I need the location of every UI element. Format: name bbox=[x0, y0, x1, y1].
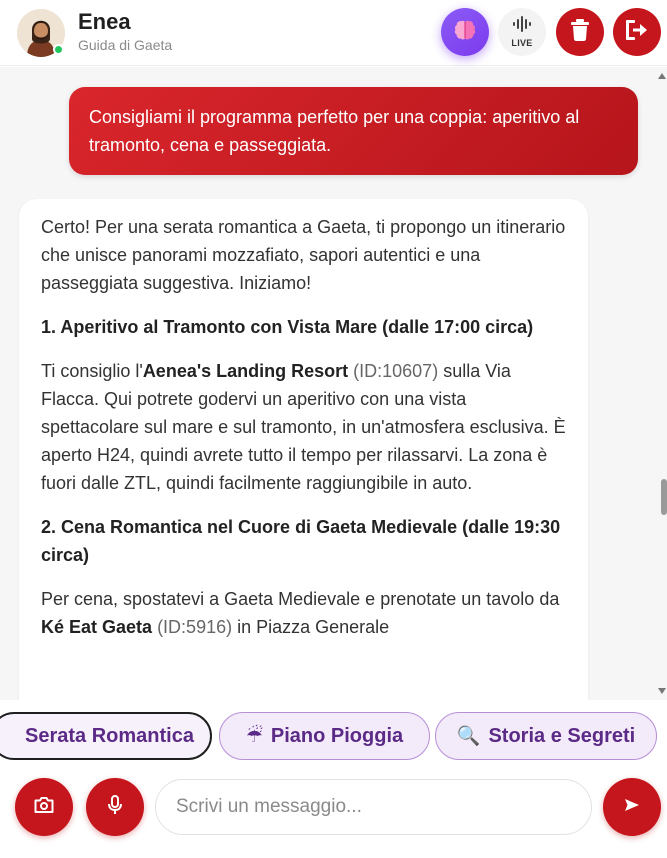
live-audio-icon bbox=[512, 16, 532, 37]
section-2-text-post: in Piazza Generale bbox=[232, 617, 390, 637]
clear-chat-button[interactable] bbox=[556, 8, 604, 56]
chip-label: Storia e Segreti bbox=[488, 724, 636, 747]
section-1-body bbox=[41, 357, 566, 497]
microphone-icon bbox=[108, 795, 122, 820]
agent-name: Enea bbox=[78, 9, 131, 34]
place-id-aenea: (ID:10607) bbox=[348, 361, 439, 381]
section-2-text-pre: Per cena, spostatevi a Gaeta Medievale e prenotate un tavolo da bbox=[41, 589, 560, 609]
trash-icon bbox=[571, 19, 589, 46]
chip-label: Serata Romantica bbox=[25, 724, 194, 747]
agent-subtitle: Guida di Gaeta bbox=[78, 37, 173, 53]
scroll-up-arrow-icon[interactable] bbox=[658, 73, 666, 79]
camera-icon bbox=[34, 797, 54, 818]
send-icon bbox=[624, 798, 640, 817]
section-1-text-post: sulla Via Flacca. Qui potrete godervi un aperitivo con una vista spettacolare sul mare e sul tramonto, in un'atmosfera esclusiva. È aperto H24, quindi avrete tutto il tempo per rilassarvi. La zona è fuori dalle ZTL, quindi facilmente raggiungibile in auto. bbox=[41, 361, 566, 493]
brain-mode-button[interactable] bbox=[441, 8, 489, 56]
section-2-title: 2. Cena Romantica nel Cuore di Gaeta Medievale (dalle 19:30 circa) bbox=[41, 517, 561, 565]
place-name-aenea: Aenea's Landing Resort bbox=[142, 361, 349, 381]
live-label: LIVE bbox=[511, 38, 533, 48]
scroll-down-arrow-icon[interactable] bbox=[658, 688, 666, 694]
chip-piano-pioggia[interactable] bbox=[219, 712, 430, 760]
place-id-ke-eat: (ID:5916) bbox=[152, 617, 233, 637]
camera-button[interactable] bbox=[15, 778, 73, 836]
assistant-intro: Certo! Per una serata romantica a Gaeta, ti propongo un itinerario che unisce panorami mozzafiato, sapori autentici e una passeggiata suggestiva. Iniziamo! bbox=[41, 217, 566, 293]
chip-storia-segreti[interactable] bbox=[435, 712, 657, 760]
logout-button[interactable] bbox=[613, 8, 661, 56]
section-1-text-pre: Ti consiglio l' bbox=[41, 361, 143, 381]
message-composer bbox=[0, 770, 667, 858]
scroll-thumb[interactable] bbox=[661, 479, 667, 515]
section-2-body bbox=[41, 585, 566, 641]
live-audio-button[interactable] bbox=[498, 8, 546, 56]
brain-icon bbox=[452, 17, 478, 48]
section-1-title: 1. Aperitivo al Tramonto con Vista Mare (dalle 17:00 circa) bbox=[41, 317, 534, 337]
chip-serata-romantica[interactable] bbox=[0, 712, 212, 760]
avatar bbox=[17, 9, 65, 57]
place-name-ke-eat: Ké Eat Gaeta bbox=[41, 617, 153, 637]
send-button[interactable] bbox=[603, 778, 661, 836]
chat-header bbox=[0, 0, 667, 66]
chip-label: Piano Pioggia bbox=[270, 724, 404, 747]
online-status-dot bbox=[53, 44, 64, 55]
logout-icon bbox=[626, 20, 648, 45]
assistant-message bbox=[19, 199, 588, 700]
chat-scrollbar[interactable] bbox=[659, 67, 667, 700]
umbrella-icon: ☔ bbox=[245, 725, 263, 747]
user-message: Consigliami il programma perfetto per una coppia: aperitivo al tramonto, cena e passeggiata. bbox=[69, 87, 638, 175]
quick-suggestions bbox=[0, 700, 667, 770]
message-input[interactable] bbox=[155, 779, 592, 835]
chat-messages[interactable] bbox=[0, 67, 667, 700]
magnifier-icon: 🔍 bbox=[456, 726, 481, 747]
microphone-button[interactable] bbox=[86, 778, 144, 836]
